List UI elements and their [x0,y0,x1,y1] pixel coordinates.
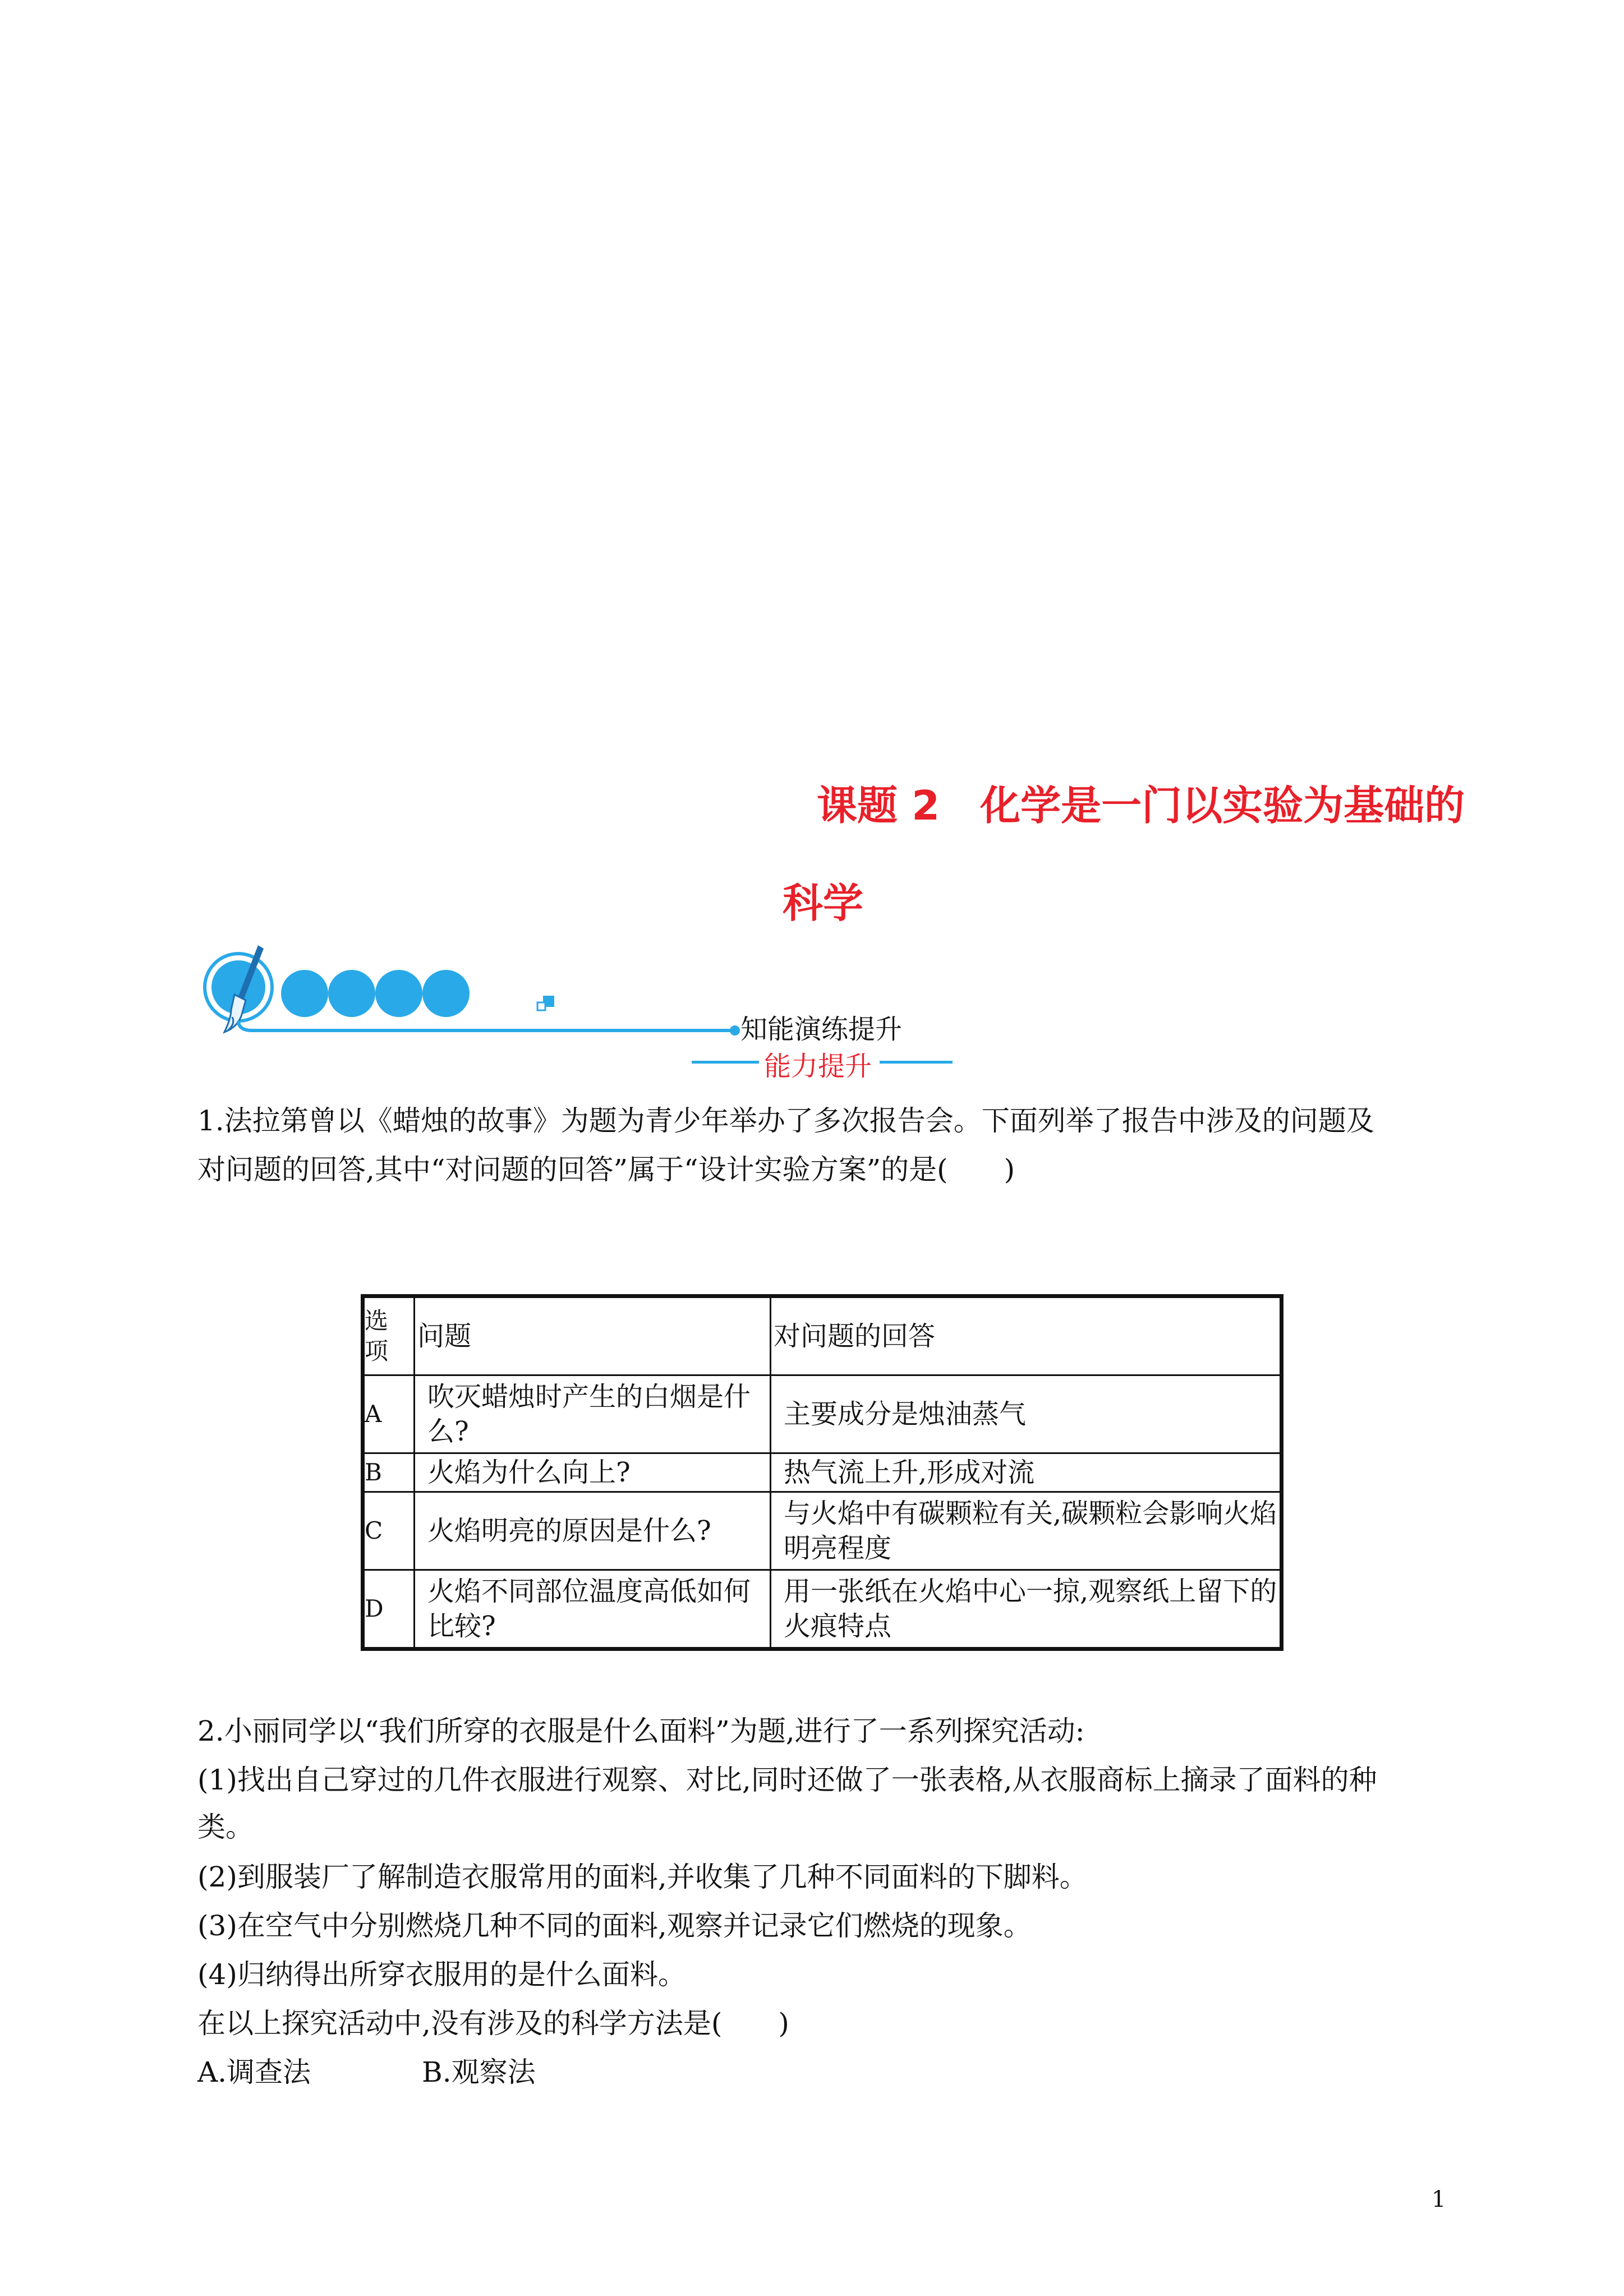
question-1-table [361,1294,1283,1651]
table-row [363,1492,1282,1570]
choice-b: B.观察法 [422,2056,536,2088]
row-question: 吹灭蜡烛时产生的白烟是什么? [415,1375,771,1453]
row-answer: 主要成分是烛油蒸气 [771,1375,1282,1453]
row-answer: 热气流上升,形成对流 [771,1453,1282,1492]
row-option: B [363,1453,415,1492]
question-2-step1-line2: 类。 [197,1811,254,1843]
sub-section-title: 能力提升 [764,1051,872,1082]
table-row [363,1453,1282,1492]
row-answer: 用一张纸在火焰中心一掠,观察纸上留下的火痕特点 [771,1570,1282,1649]
page-number: 1 [1432,2187,1446,2212]
question-2-step2: (2)到服装厂了解制造衣服常用的面料,并收集了几种不同面料的下脚料。 [197,1861,1088,1893]
table-header-row [363,1296,1282,1375]
sub-section-line-left [692,1061,759,1064]
choice-a: A.调查法 [197,2056,311,2088]
table-row [363,1375,1282,1453]
question-2-step1-line1: (1)找出自己穿过的几件衣服进行观察、对比,同时还做了一张表格,从衣服商标上摘录了面料的种 [197,1764,1377,1796]
row-question: 火焰为什么向上? [415,1453,771,1492]
row-question: 火焰明亮的原因是什么? [415,1492,771,1570]
question-1-text-line2: 对问题的回答,其中“对问题的回答”属于“设计实验方案”的是( ) [197,1153,1015,1186]
row-option: D [363,1570,415,1649]
sub-section-line-right [880,1061,953,1064]
row-option: A [363,1375,415,1453]
lesson-title-line1: 课题 2 化学是一门以实验为基础的 [817,782,1465,829]
question-2-intro: 2.小丽同学以“我们所穿的衣服是什么面料”为题,进行了一系列探究活动: [197,1715,1085,1747]
row-option: C [363,1492,415,1570]
row-answer: 与火焰中有碳颗粒有关,碳颗粒会影响火焰明亮程度 [771,1492,1282,1570]
header-question: 问题 [415,1296,771,1375]
header-option-cell [363,1296,415,1375]
row-question: 火焰不同部位温度高低如何比较? [415,1570,771,1649]
question-2-question: 在以上探究活动中,没有涉及的科学方法是( ) [197,2007,789,2040]
section-banner [191,934,752,1046]
table-row [363,1570,1282,1649]
lesson-title-line2: 科学 [783,880,864,927]
question-1-text-line1: 1.法拉第曾以《蜡烛的故事》为题为青少年举办了多次报告会。下面列举了报告中涉及的问题及 [197,1105,1374,1137]
header-option: 选项 [365,1307,389,1365]
question-2-step4: (4)归纳得出所穿衣服用的是什么面料。 [197,1958,686,1991]
question-2-step3: (3)在空气中分别燃烧几种不同的面料,观察并记录它们燃烧的现象。 [197,1910,1032,1942]
header-answer: 对问题的回答 [771,1296,1282,1375]
section-name: 知能演练提升 [740,1014,903,1045]
